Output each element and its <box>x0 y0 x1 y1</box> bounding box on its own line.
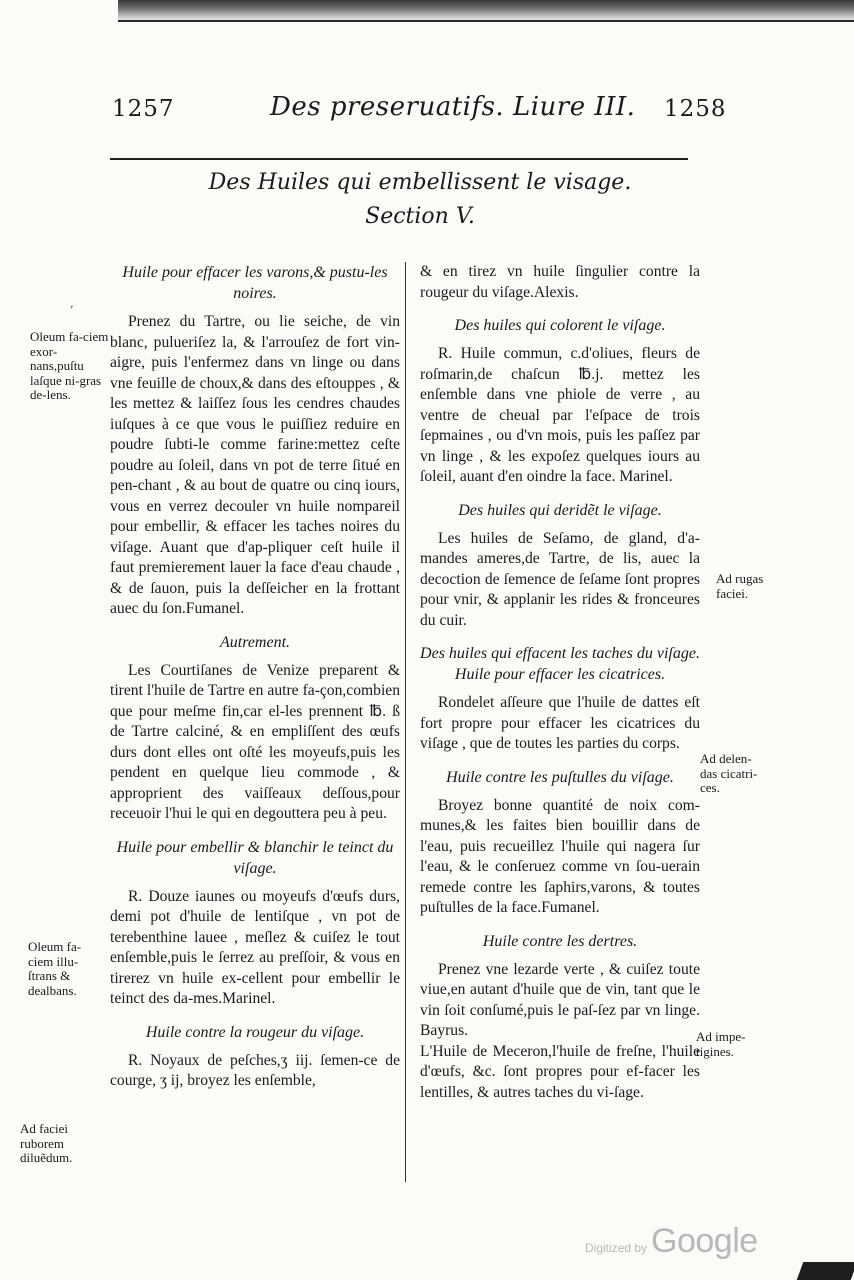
paragraph-noix: Broyez bonne quantité de noix com-munes,& les faites bien bouillir dans de l'eau, puis recueillez l'huile qui nagera ſur l'eau, & le conſeruez comme vn ſou-uerain remede contre les ſaphirs,varons, & toutes puſtulles de la face.Fumanel. <box>420 796 700 916</box>
page-corner-shadow <box>797 1262 854 1280</box>
paragraph-tartre: Prenez du Tartre, ou lie seiche, de vin blanc, pulueriſez la, & l'arrouſez de fort vin-aigre, puis l'enfermez dans vn linge ou dans vne feuille de choux,& dans des eſtouppes , & les mettez & laiſſez ſous les cendres chaudes iuſques à ce que vous le puiſſiez reduire en poudre ſubti-le comme farine:mettez ceſte poudre au ſoleil, dans vn pot de terre ſitué en pen-chant , & au bout de quatre ou cinq iours, vous en verrez decouler vn huile nompareil pour embellir, & effacer les taches noires du viſage. Auant que d'ap-pliquer ceſt huile il faut premierement lauer la face d'eau chaude , & de ſauon, puis la deſſeicher en la frottant auec du ſon.Fumanel. <box>110 313 400 617</box>
running-title: Des preseruatifs. Liure III. <box>270 92 636 122</box>
heading-teinct: Huile pour embellir & blanchir le teinct du viſage. <box>116 838 394 877</box>
paragraph-lezarde: Prenez vne lezarde verte , & cuiſez toute viue,en autant d'huile que de vin, tant que le vin ſoit conſumé,puis le paſ-ſez par vn linge. Bayrus. <box>420 960 700 1039</box>
heading-cicatrices: Huile pour effacer les cicatrices. <box>454 666 666 683</box>
column-divider <box>405 262 406 1182</box>
heading-autrement: Autrement. <box>219 633 291 651</box>
stray-mark: , <box>70 296 74 310</box>
margin-note-impetigines: Ad impe-tigines. <box>696 1029 746 1059</box>
page-number-right: 1258 <box>664 96 727 122</box>
heading-colorent: Des huiles qui colorent le viſage. <box>454 317 666 334</box>
right-column <box>420 262 700 1103</box>
paragraph-huile-commun: R. Huile commun, c.d'oliues, fleurs de roſmarin,de chaſcun ℔.j. mettez les enſemble dans vne phiole de verre , au ventre de cheual par l'eſpace de trois ſepmaines , ou d'vn mois, puis les paſſez par vn linge , & les expoſez quelques iours au ſoleil, auant d'en oindre la face. Marinel. <box>420 345 700 485</box>
page-top-edge <box>118 0 854 22</box>
margin-note-exornans: Oleum fa-ciem exor-nans,puſtu laſque ni-gras de-lens. <box>30 329 109 402</box>
page-number-left: 1257 <box>112 96 175 122</box>
heading-dertres: Huile contre les dertres. <box>482 932 638 950</box>
section-title-line1: Des Huiles qui embellissent le visage. <box>208 170 632 195</box>
margin-note-illustrans: Oleum fa-ciem illu-ſtrans & dealbans. <box>28 939 82 998</box>
left-column <box>110 262 400 1092</box>
paragraph-alexis: & en tirez vn huile ſingulier contre la rougeur du viſage.Alexis. <box>420 263 700 301</box>
heading-rougeur: Huile contre la rougeur du viſage. <box>145 1023 365 1041</box>
paragraph-rondelet: Rondelet aſſeure que l'huile de dattes eſt fort propre pour effacer les cicatrices du viſage , que de toutes les parties du corps. <box>420 694 700 752</box>
paragraph-iaunes: R. Douze iaunes ou moyeufs d'œufs durs, demi pot d'huile de lentiſque , vn pot de terebenthine lauee , meſlez & cuiſez le tout enſemble,puis le ſerrez au preſſoir, & vous en tirerez vn huile ex-cellent pour embellir le teinct des da-mes.Marinel. <box>110 887 400 1007</box>
page-top-rule <box>118 20 854 22</box>
heading-taches: Des huiles qui effacent les taches du viſage. <box>420 645 700 662</box>
margin-note-ruborem: Ad faciei ruborem diluẽdum. <box>20 1121 73 1165</box>
header-rule <box>110 158 688 160</box>
watermark-prefix: Digitized by <box>585 1241 648 1255</box>
google-logo: Google <box>651 1222 758 1260</box>
margin-note-rugas: Ad rugas faciei. <box>716 571 764 601</box>
heading-pustulles: Huile contre les puſtulles du viſage. <box>446 768 674 786</box>
heading-varons: Huile pour effacer les varons,& pustu-les noires. <box>122 264 388 302</box>
section-title-line2: Section V. <box>365 204 475 229</box>
section-title <box>200 166 640 234</box>
paragraph-courtisanes: Les Courtiſanes de Venize preparent & tirent l'huile de Tartre en autre fa-çon,combien que pour meſme fin,car el-les prennent ℔. ß de Tartre calciné, & en empliſſent des œufs durs dont elles ont oſté les moyeufs,puis les pendent en quelque lieu commode , & approprient des vaiſſeaux deſſous,pour receuoir l'hui le qui en degouttera peu à peu. <box>110 661 400 822</box>
paragraph-noyaux: R. Noyaux de peſches,ʒ iij. ſemen-ce de courge, ʒ ij, broyez les enſemble, <box>110 1051 400 1089</box>
margin-note-cicatrices: Ad delen-das cicatri-ces. <box>700 751 758 795</box>
paragraph-sesamo: Les huiles de Seſamo, de gland, d'a-mandes ameres,de Tartre, de lis, auec la decoction de ſemence de ſeſame ſont propres pour vnir, & applanir les rides & fronceures du cuir. <box>420 529 700 629</box>
paragraph-meceron: L'Huile de Meceron,l'huile de freſne, l'huile d'œufs, &c. ſont propres pour ef-facer les lentilles, & autres taches du vi-ſage. <box>420 1042 700 1101</box>
google-watermark <box>585 1222 758 1261</box>
heading-derident: Des huiles qui deridẽt le viſage. <box>458 501 662 519</box>
